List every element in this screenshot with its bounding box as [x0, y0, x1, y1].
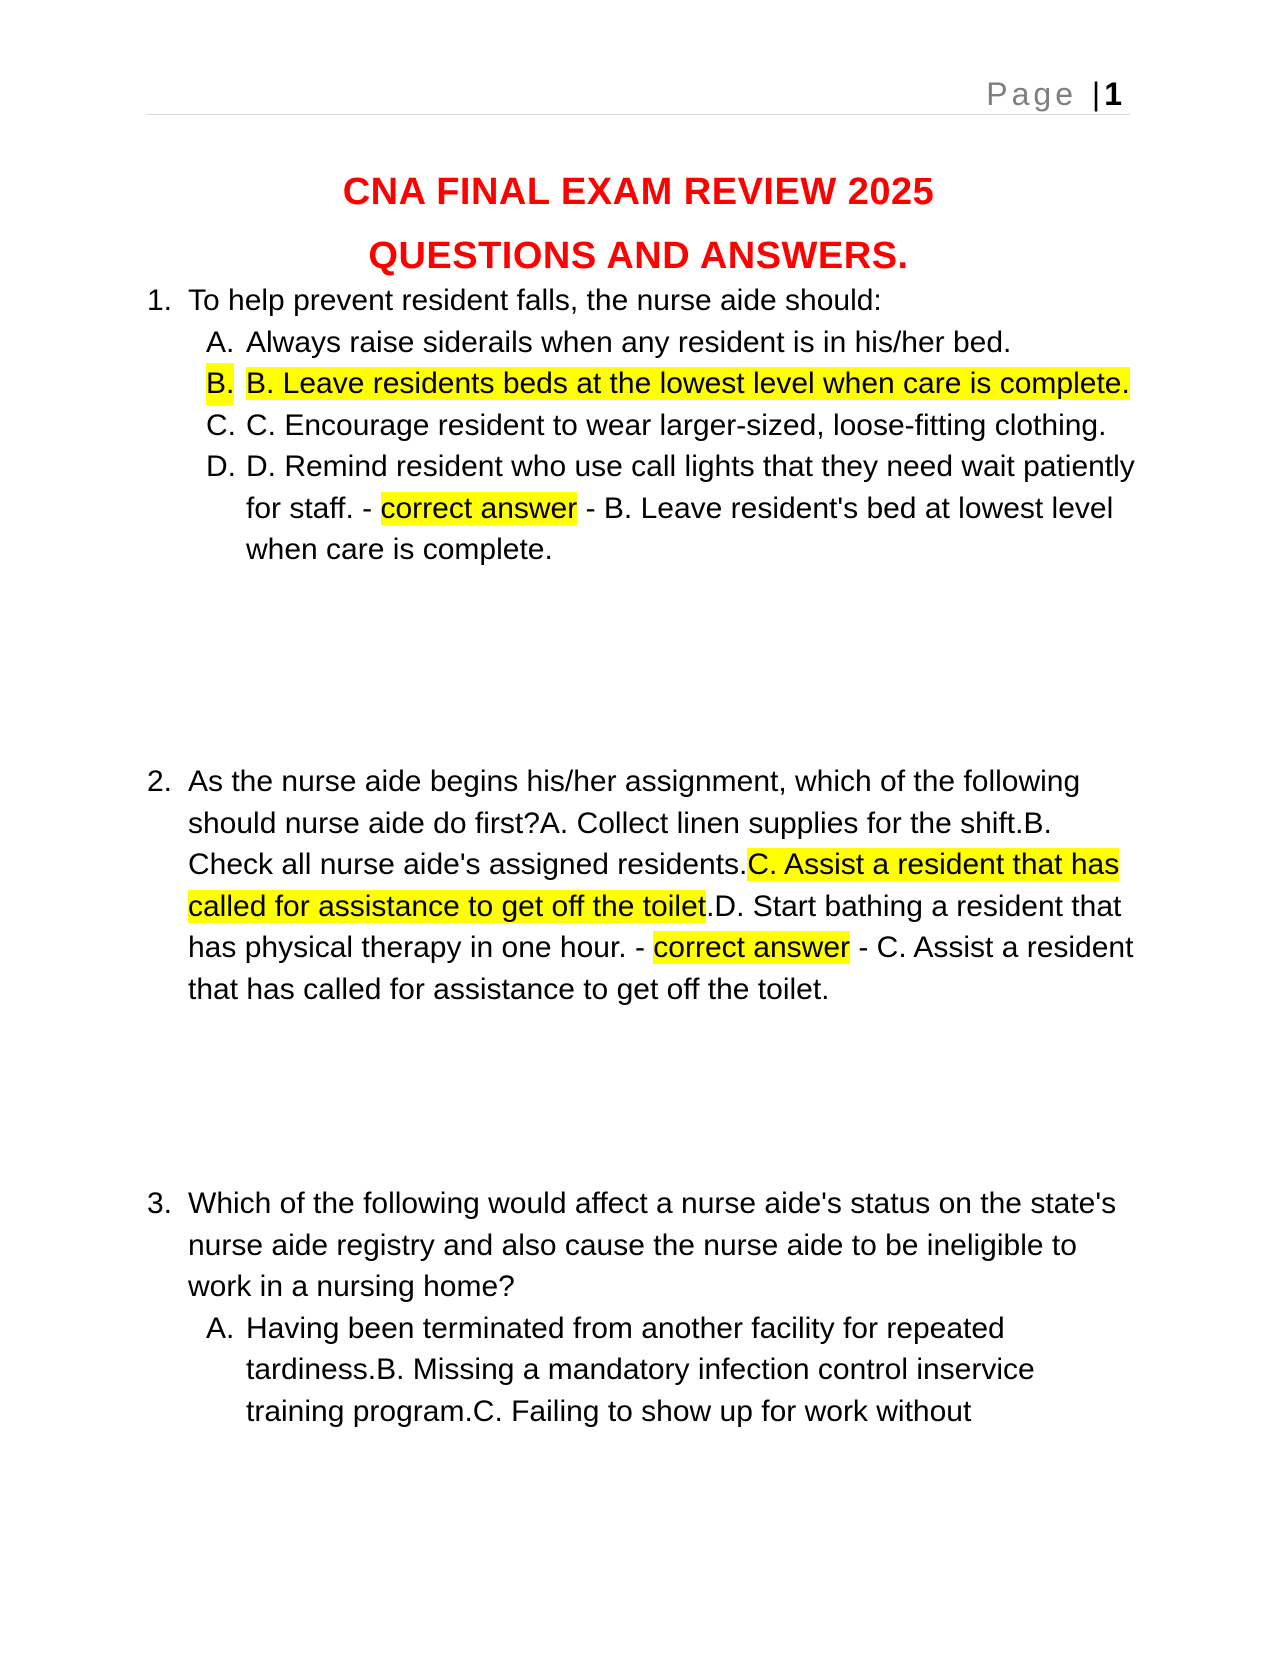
- title-line-2: QUESTIONS AND ANSWERS.: [368, 235, 909, 277]
- question-1-stem: To help prevent resident falls, the nurse aide should:: [188, 284, 882, 317]
- highlighted-option-text: B. Leave residents beds at the lowest level when care is complete.: [246, 367, 1130, 400]
- option-letter: B.: [206, 363, 234, 405]
- option-letter: D.: [206, 450, 236, 483]
- page-separator: |: [1091, 76, 1101, 112]
- title-line-1: CNA FINAL EXAM REVIEW 2025: [342, 171, 935, 213]
- option-text: D. Remind resident who use call lights that they need wait patiently for staff. -: [246, 450, 1135, 525]
- page-number-label: [986, 76, 1122, 113]
- answer-text: - B. Leave resident's bed at lowest level when care is complete.: [246, 491, 1114, 566]
- question-1-options: [147, 322, 1137, 571]
- question-3-options: [147, 1308, 1137, 1433]
- highlighted-answer-option: C. Assist a resident that has called for assistance to get off the toilet: [188, 848, 1120, 923]
- page-word: Page: [986, 76, 1077, 112]
- question-1-option-a: [147, 322, 1137, 364]
- question-2-text-middle: .D. Start bathing a resident that has physical therapy in one hour. -: [188, 889, 1122, 964]
- question-3-stem: Which of the following would affect a nurse aide's status on the state's nurse aide registry and also cause the nurse aide to be ineligible to work in a nursing home?: [188, 1187, 1117, 1303]
- correct-answer-highlight: correct answer: [380, 491, 578, 525]
- question-1-option-b: [147, 363, 1137, 405]
- page-number: 1: [1104, 76, 1122, 112]
- question-2-row: [147, 761, 1137, 1010]
- question-1-number: 1.: [147, 284, 173, 317]
- option-letter: A.: [206, 1311, 235, 1345]
- question-1-stem-row: [147, 280, 1137, 322]
- question-3: [147, 1183, 1137, 1432]
- document-title: [147, 160, 1130, 288]
- question-2-number: 2.: [147, 765, 173, 798]
- option-letter: A.: [206, 325, 235, 359]
- question-1: [147, 280, 1137, 571]
- option-text: Having been terminated from another facility for repeated tardiness.B. Missing a mandatory infection control inservice training program.C. Failing to show up for work without: [246, 1311, 1035, 1428]
- question-3-number: 3.: [147, 1187, 173, 1220]
- question-1-option-d: [147, 446, 1137, 571]
- option-letter: C.: [206, 408, 236, 442]
- option-text: Always raise siderails when any resident is in his/her bed.: [246, 325, 1012, 359]
- question-2: [147, 761, 1137, 1010]
- question-2-text: As the nurse aide begins his/her assignment, which of the following should nurse aide do first?A. Collect linen supplies for the shift.B. Check all nurse aide's assigned residents.: [188, 765, 1081, 881]
- question-3-stem-row: [147, 1183, 1137, 1308]
- question-1-option-c: [147, 405, 1137, 447]
- page-header: [147, 72, 1130, 115]
- question-3-option-a: [147, 1308, 1137, 1433]
- correct-answer-highlight: correct answer: [653, 931, 851, 964]
- option-text: C. Encourage resident to wear larger-sized, loose-fitting clothing.: [246, 408, 1107, 442]
- answer-text: - C. Assist a resident that has called for assistance to get off the toilet.: [188, 931, 1134, 1006]
